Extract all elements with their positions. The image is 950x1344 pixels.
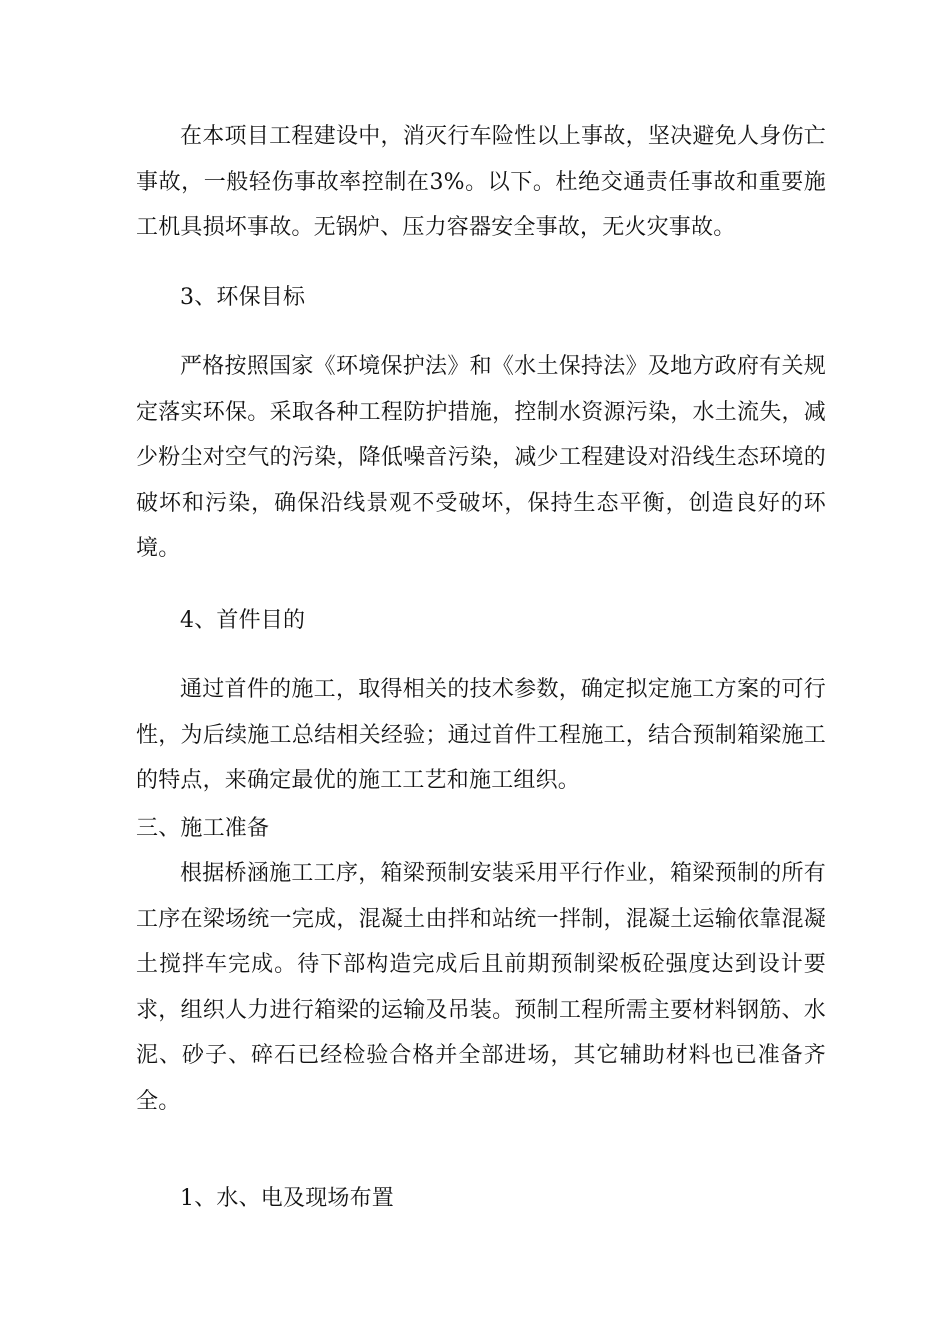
heading-construction-preparation: 三、施工准备	[136, 816, 270, 841]
paragraph-construction-preparation: 根据桥涵施工工序，箱梁预制安装采用平行作业，箱梁预制的所有工序在梁场统一完成，混凝土由拌和站统一拌制，混凝土运输依靠混凝土搅拌车完成。待下部构造完成后且前期预制梁板砼强度达到设计要求，组织人力进行箱梁的运输及吊装。预制工程所需主要材料钢筋、水泥、砂子、碎石已经检验合格并全部进场，其它辅助材料也已准备齐全。	[136, 861, 826, 1114]
heading-environmental-goals: 3、环保目标	[180, 285, 306, 310]
paragraph-environmental-protection: 严格按照国家《环境保护法》和《水土保持法》及地方政府有关规定落实环保。采取各种工程防护措施，控制水资源污染，水土流失，减少粉尘对空气的污染，降低噪音污染，减少工程建设对沿线生态环境的破坏和污染，确保沿线景观不受破坏，保持生态平衡，创造良好的环境。	[136, 354, 826, 561]
paragraph-first-piece-purpose: 通过首件的施工，取得相关的技术参数，确定拟定施工方案的可行性，为后续施工总结相关经验；通过首件工程施工，结合预制箱梁施工的特点，来确定最优的施工工艺和施工组织。	[136, 677, 826, 793]
paragraph-safety-goals: 在本项目工程建设中，消灭行车险性以上事故，坚决避免人身伤亡事故，一般轻伤事故率控制在3%。以下。杜绝交通责任事故和重要施工机具损坏事故。无锅炉、压力容器安全事故，无火灾事故。	[136, 124, 826, 240]
heading-first-piece-purpose: 4、首件目的	[180, 608, 306, 633]
heading-water-power-site-layout: 1、水、电及现场布置	[180, 1186, 394, 1211]
